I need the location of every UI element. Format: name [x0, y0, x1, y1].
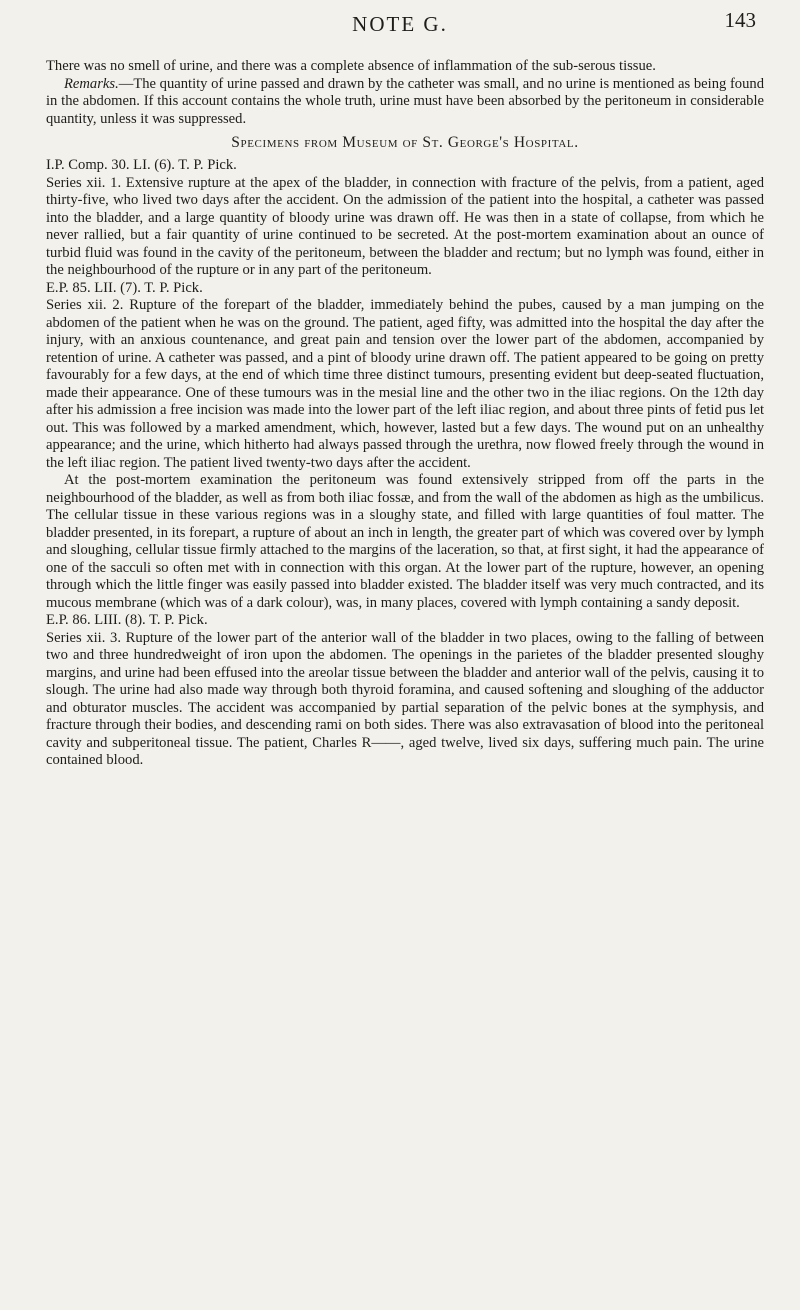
running-head [0, 6, 800, 46]
remarks-paragraph [46, 76, 764, 129]
specimen-text-continued: At the post-mortem examination the peritoneum was found extensively stripped from off the parts in the neighbourhood of the bladder, as well as from both iliac fossæ, and from the wall of the abdomen as high as the umbilicus. The cellular tissue in these various regions was in a sloughy state, and filled with large quantities of foul matter. The bladder presented, in its forepart, a rupture of about an inch in length, the greater part of which was covered over by lymph and sloughing, cellular tissue firmly attached to the margins of the laceration, so that, at first sight, it had the appearance of one of the sacculi so often met with in connection with this organ. At the lower part of the rupture, however, an opening through which the little finger was easily passed into bladder existed. The bladder itself was very much contracted, and its mucous membrane (which was of a dark colour), was, in many places, covered with lymph containing a sandy deposit. [46, 472, 764, 611]
page-number: 143 [724, 8, 756, 32]
running-head-title: NOTE G. [352, 12, 448, 36]
remarks-text: —The quantity of urine passed and drawn by the catheter was small, and no urine is mentioned as being found in the abdomen. If this account contains the whole truth, urine must have been absorbed by the peritoneum in considerable quantity, unless it was suppressed. [46, 75, 764, 127]
specimen-ref: E.P. 86. LIII. (8). T. P. Pick. [46, 612, 208, 628]
specimen-text: Series xii. 3. Rupture of the lower part of the anterior wall of the bladder in two places, owing to the falling of between two and three hundredweight of iron upon the abdomen. The openings in the parietes of the bladder presented sloughy margins, and urine had been effused into the areolar tissue between the bladder and anterior wall of the pelvis, causing it to slough. The urine had also made way through both thyroid foramina, and caused softening and sloughing of the adductor and obturator muscles. The accident was accompanied by partial separation of the pelvic bones at the symphysis, and fracture through their bodies, and descending rami on both sides. There was also extravasation of blood into the peritoneal cavity and subperitoneal tissue. The patient, Charles R——, aged twelve, lived six days, suffering much pain. The urine contained blood. [46, 629, 764, 768]
specimen-text: Series xii. 1. Extensive rupture at the apex of the bladder, in connection with fracture of the pelvis, from a patient, aged thirty-five, who lived two days after the accident. On the admission of the patient into the hospital, a catheter was passed into the bladder, and a large quantity of bloody urine was drawn off. He was then in a state of collapse, from which he never rallied, but a fair quantity of urine continued to be secreted. At the post-mortem examination about an ounce of turbid fluid was found in the cavity of the peritoneum, between the bladder and rectum; but no lymph was found, either in the neighbourhood of the rupture or in any part of the peritoneum. [46, 174, 764, 278]
section-heading: Specimens from Museum of St. George's Hospital. [231, 134, 579, 151]
specimen-ref: I.P. Comp. 30. LI. (6). T. P. Pick. [46, 157, 237, 173]
intro-paragraph: There was no smell of urine, and there was a complete absence of inflammation of the sub-serous tissue. [46, 58, 656, 74]
specimen-2 [46, 280, 764, 613]
specimen-1 [46, 157, 764, 280]
specimen-ref: E.P. 85. LII. (7). T. P. Pick. [46, 279, 203, 296]
remarks-label: Remarks. [64, 75, 119, 92]
specimen-3 [46, 612, 764, 770]
specimen-text: Series xii. 2. Rupture of the forepart of the bladder, immediately behind the pubes, caused by a man jumping on the abdomen of the patient when he was on the ground. The patient, aged fifty, was admitted into the hospital the day after the injury, with an anxious countenance, and great pain and tension over the lower part of the abdomen, accompanied by retention of urine. A catheter was passed, and a pint of bloody urine drawn off. The patient appeared to be going on pretty favourably for a few days, at the end of which time three distinct tumours, presenting evident but deep-seated fluctuation, made their appearance. One of these tumours was in the mesial line and the other two in the iliac regions. On the 12th day after his admission a free incision was made into the lower part of the left iliac region, and about three pints of fetid pus let out. This was followed by a marked amendment, which, however, lasted but a few days. The wound put on an unhealthy appearance; and the urine, which hitherto had always passed through the urethra, now flowed freely through the wound in the left iliac region. The patient lived twenty-two days after the accident. [46, 297, 764, 471]
